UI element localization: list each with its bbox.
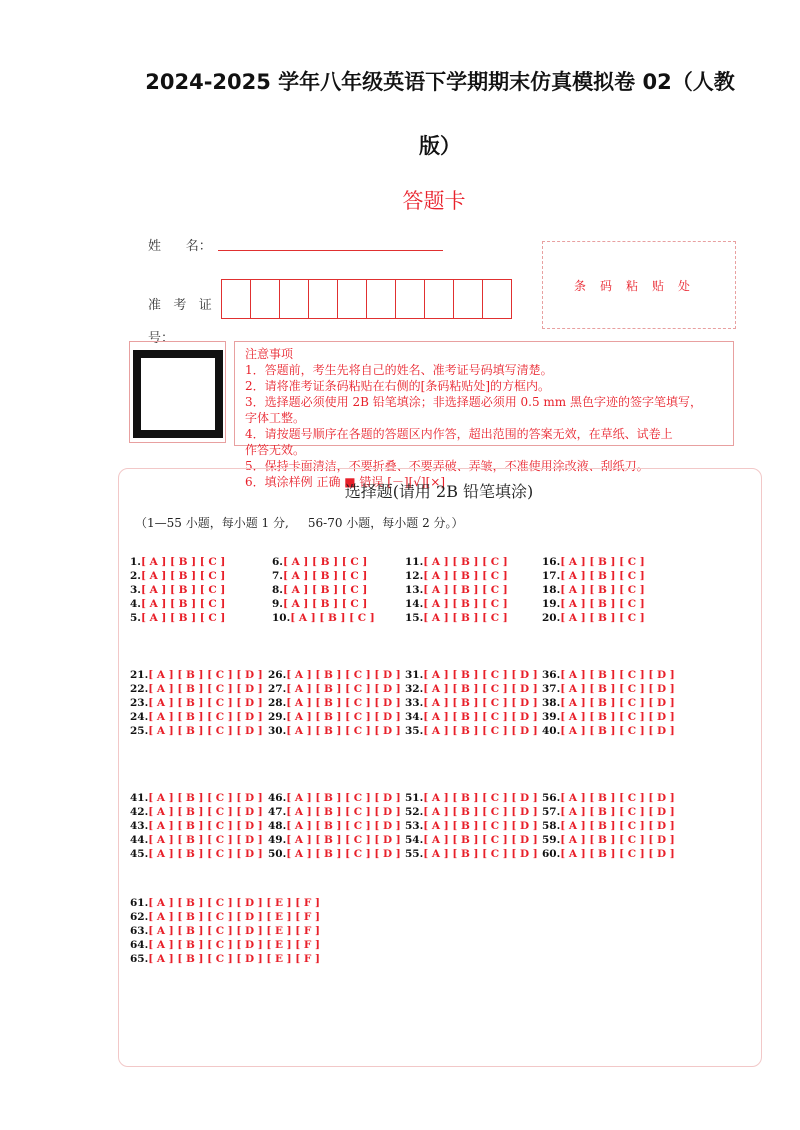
question-number: 16. <box>542 556 561 568</box>
question-number: 21. <box>130 669 149 681</box>
answer-options[interactable]: [ A ] [ B ] [ C ] <box>282 598 368 610</box>
question-number: 10. <box>272 612 291 624</box>
answer-options[interactable]: [ A ] [ B ] [ C ] [ D ] <box>423 820 538 832</box>
question-number: 18. <box>542 584 561 596</box>
question-number: 53. <box>405 820 424 832</box>
question-row[interactable] <box>405 668 538 682</box>
question-number: 20. <box>542 612 561 624</box>
question-number: 3. <box>130 584 141 596</box>
answer-options[interactable]: [ A ] [ B ] [ C ] [ D ] <box>560 792 675 804</box>
question-row[interactable] <box>405 724 538 738</box>
question-row[interactable] <box>130 910 320 924</box>
answer-options[interactable]: [ A ] [ B ] [ C ] [ D ] <box>286 683 401 695</box>
question-column <box>268 791 401 861</box>
question-number: 30. <box>268 725 287 737</box>
question-row[interactable] <box>542 682 675 696</box>
question-row[interactable] <box>542 583 645 597</box>
answer-options[interactable]: [ A ] [ B ] [ C ] <box>282 584 368 596</box>
question-number: 52. <box>405 806 424 818</box>
question-number: 28. <box>268 697 287 709</box>
answer-options[interactable]: [ A ] [ B ] [ C ] [ D ] <box>423 848 538 860</box>
question-number: 11. <box>405 556 424 568</box>
notice-item: 5．保持卡面清洁，不要折叠、不要弄破、弄皱，不准使用涂改液、刮纸刀。 <box>245 459 649 473</box>
question-column <box>405 668 538 738</box>
question-number: 64. <box>130 939 149 951</box>
question-column <box>130 896 320 966</box>
marker-square-icon <box>133 350 223 438</box>
question-column <box>130 791 263 861</box>
question-number: 4. <box>130 598 141 610</box>
answer-options[interactable]: [ A ] [ B ] [ C ] <box>560 612 645 624</box>
exam-id-label-suffix: 号： <box>148 331 175 346</box>
question-row[interactable] <box>542 819 675 833</box>
question-number: 23. <box>130 697 149 709</box>
question-number: 6. <box>272 556 283 568</box>
question-number: 24. <box>130 711 149 723</box>
answer-options[interactable]: [ A ] [ B ] [ C ] [ D ] [ E ] [ F ] <box>148 911 320 923</box>
question-row[interactable] <box>130 682 263 696</box>
question-number: 13. <box>405 584 424 596</box>
question-row[interactable] <box>542 805 675 819</box>
answer-options[interactable]: [ A ] [ B ] [ C ] <box>282 556 368 568</box>
question-column <box>542 791 675 861</box>
answer-options[interactable]: [ A ] [ B ] [ C ] [ D ] <box>286 792 401 804</box>
question-column <box>405 791 538 861</box>
question-row[interactable] <box>542 791 675 805</box>
question-number: 59. <box>542 834 561 846</box>
question-row[interactable] <box>268 724 401 738</box>
question-row[interactable] <box>268 791 401 805</box>
answer-options[interactable]: [ A ] [ B ] [ C ] <box>423 584 508 596</box>
question-row[interactable] <box>268 696 401 710</box>
exam-id-digit-box[interactable] <box>279 279 309 319</box>
question-number: 19. <box>542 598 561 610</box>
notice-item: 4．请按题号顺序在各题的答题区内作答，超出范围的答案无效，在草纸、试卷上 <box>245 427 673 441</box>
question-number: 43. <box>130 820 149 832</box>
question-row[interactable] <box>268 847 401 861</box>
question-row[interactable] <box>130 597 225 611</box>
question-row[interactable] <box>130 611 225 625</box>
question-row[interactable] <box>272 569 375 583</box>
exam-id-boxes[interactable] <box>222 279 512 319</box>
question-number: 22. <box>130 683 149 695</box>
question-number: 9. <box>272 598 283 610</box>
question-number: 60. <box>542 848 561 860</box>
answer-options[interactable]: [ A ] [ B ] [ C ] [ D ] <box>148 834 263 846</box>
answer-options[interactable]: [ A ] [ B ] [ C ] [ D ] <box>148 725 263 737</box>
answer-options[interactable]: [ A ] [ B ] [ C ] [ D ] [ E ] [ F ] <box>148 953 320 965</box>
question-row[interactable] <box>268 710 401 724</box>
question-row[interactable] <box>130 847 263 861</box>
answer-options[interactable]: [ A ] [ B ] [ C ] <box>140 584 226 596</box>
exam-id-label: 准 考 证 <box>148 298 212 313</box>
answer-options[interactable]: [ A ] [ B ] [ C ] <box>560 570 645 582</box>
answer-options[interactable]: [ A ] [ B ] [ C ] <box>290 612 375 624</box>
question-row[interactable] <box>268 668 401 682</box>
question-number: 62. <box>130 911 149 923</box>
answer-options[interactable]: [ A ] [ B ] [ C ] <box>560 556 645 568</box>
exam-id-digit-box[interactable] <box>250 279 280 319</box>
question-number: 36. <box>542 669 561 681</box>
question-row[interactable] <box>272 611 375 625</box>
answer-options[interactable]: [ A ] [ B ] [ C ] [ D ] <box>148 669 263 681</box>
question-number: 48. <box>268 820 287 832</box>
notice-item: 2．请将准考证条码粘贴在右侧的[条码粘贴处]的方框内。 <box>245 379 551 393</box>
question-row[interactable] <box>405 597 508 611</box>
question-row[interactable] <box>542 597 645 611</box>
name-field[interactable] <box>218 250 443 251</box>
question-number: 27. <box>268 683 287 695</box>
question-number: 49. <box>268 834 287 846</box>
question-number: 57. <box>542 806 561 818</box>
question-row[interactable] <box>272 583 375 597</box>
answer-options[interactable]: [ A ] [ B ] [ C ] [ D ] <box>148 711 263 723</box>
question-number: 37. <box>542 683 561 695</box>
answer-options[interactable]: [ A ] [ B ] [ C ] <box>423 556 508 568</box>
notice-item: 6．填涂样例 正确 ■ 错误 [－][√][×] <box>245 475 446 489</box>
answer-card-title: 答题卡 <box>402 189 466 213</box>
question-row[interactable] <box>130 555 225 569</box>
question-number: 17. <box>542 570 561 582</box>
question-row[interactable] <box>130 938 320 952</box>
question-row[interactable] <box>272 597 375 611</box>
exam-id-digit-box[interactable] <box>395 279 425 319</box>
answer-options[interactable]: [ A ] [ B ] [ C ] [ D ] <box>423 683 538 695</box>
answer-options[interactable]: [ A ] [ B ] [ C ] [ D ] <box>286 725 401 737</box>
answer-options[interactable]: [ A ] [ B ] [ C ] <box>560 584 645 596</box>
answer-options[interactable]: [ A ] [ B ] [ C ] [ D ] <box>148 820 263 832</box>
question-row[interactable] <box>542 710 675 724</box>
question-row[interactable] <box>542 696 675 710</box>
question-column <box>130 555 225 625</box>
question-row[interactable] <box>405 682 538 696</box>
question-row[interactable] <box>405 805 538 819</box>
exam-id-digit-box[interactable] <box>366 279 396 319</box>
question-row[interactable] <box>130 805 263 819</box>
answer-options[interactable]: [ A ] [ B ] [ C ] [ D ] <box>560 711 675 723</box>
question-row[interactable] <box>268 682 401 696</box>
answer-options[interactable]: [ A ] [ B ] [ C ] <box>282 570 368 582</box>
question-number: 45. <box>130 848 149 860</box>
question-row[interactable] <box>405 791 538 805</box>
notice-item: 字体工整。 <box>245 411 306 425</box>
answer-options[interactable]: [ A ] [ B ] [ C ] [ D ] <box>148 792 263 804</box>
scoring-note: （1—55 小题，每小题 1 分, 56-70 小题，每小题 2 分。） <box>135 516 464 530</box>
answer-options[interactable]: [ A ] [ B ] [ C ] <box>140 556 226 568</box>
question-number: 61. <box>130 897 149 909</box>
question-row[interactable] <box>542 555 645 569</box>
answer-options[interactable]: [ A ] [ B ] [ C ] [ D ] <box>148 806 263 818</box>
question-column <box>542 555 645 625</box>
question-number: 47. <box>268 806 287 818</box>
question-row[interactable] <box>130 668 263 682</box>
question-row[interactable] <box>130 952 320 966</box>
question-number: 38. <box>542 697 561 709</box>
question-number: 1. <box>130 556 141 568</box>
question-row[interactable] <box>405 847 538 861</box>
question-number: 42. <box>130 806 149 818</box>
question-number: 25. <box>130 725 149 737</box>
answer-options[interactable]: [ A ] [ B ] [ C ] [ D ] <box>423 834 538 846</box>
answer-options[interactable]: [ A ] [ B ] [ C ] <box>423 598 508 610</box>
question-number: 39. <box>542 711 561 723</box>
answer-options[interactable]: [ A ] [ B ] [ C ] [ D ] <box>286 834 401 846</box>
question-row[interactable] <box>130 819 263 833</box>
question-row[interactable] <box>130 924 320 938</box>
question-number: 65. <box>130 953 149 965</box>
question-number: 54. <box>405 834 424 846</box>
exam-title-line1: 2024-2025 学年八年级英语下学期期末仿真模拟卷 02（人教 <box>145 70 735 94</box>
question-number: 41. <box>130 792 149 804</box>
barcode-label: 条码粘贴处 <box>573 278 704 293</box>
question-row[interactable] <box>130 791 263 805</box>
exam-id-digit-box[interactable] <box>482 279 512 319</box>
question-row[interactable] <box>405 696 538 710</box>
question-row[interactable] <box>268 833 401 847</box>
question-column <box>542 668 675 738</box>
question-number: 7. <box>272 570 283 582</box>
question-number: 33. <box>405 697 424 709</box>
answer-options[interactable]: [ A ] [ B ] [ C ] [ D ] <box>560 683 675 695</box>
answer-options[interactable]: [ A ] [ B ] [ C ] [ D ] [ E ] [ F ] <box>148 897 320 909</box>
question-row[interactable] <box>405 819 538 833</box>
question-number: 58. <box>542 820 561 832</box>
question-row[interactable] <box>405 569 508 583</box>
notice-heading: 注意事项 <box>245 347 294 361</box>
question-row[interactable] <box>405 555 508 569</box>
question-number: 15. <box>405 612 424 624</box>
answer-options[interactable]: [ A ] [ B ] [ C ] [ D ] <box>423 725 538 737</box>
answer-options[interactable]: [ A ] [ B ] [ C ] [ D ] <box>560 848 675 860</box>
name-label: 姓 名： <box>148 239 212 254</box>
question-row[interactable] <box>268 819 401 833</box>
question-row[interactable] <box>130 833 263 847</box>
question-row[interactable] <box>405 833 538 847</box>
question-number: 35. <box>405 725 424 737</box>
answer-options[interactable]: [ A ] [ B ] [ C ] [ D ] <box>560 725 675 737</box>
exam-id-digit-box[interactable] <box>453 279 483 319</box>
answer-options[interactable]: [ A ] [ B ] [ C ] <box>140 570 226 582</box>
question-number: 29. <box>268 711 287 723</box>
exam-id-digit-box[interactable] <box>424 279 454 319</box>
answer-options[interactable]: [ A ] [ B ] [ C ] <box>140 612 226 624</box>
exam-title-line2: 版） <box>419 134 461 158</box>
question-number: 50. <box>268 848 287 860</box>
question-row[interactable] <box>130 724 263 738</box>
answer-options[interactable]: [ A ] [ B ] [ C ] [ D ] <box>560 697 675 709</box>
question-row[interactable] <box>130 710 263 724</box>
question-number: 46. <box>268 792 287 804</box>
question-number: 12. <box>405 570 424 582</box>
question-number: 40. <box>542 725 561 737</box>
answer-options[interactable]: [ A ] [ B ] [ C ] <box>140 598 226 610</box>
question-row[interactable] <box>542 833 675 847</box>
answer-options[interactable]: [ A ] [ B ] [ C ] [ D ] <box>286 711 401 723</box>
answer-options[interactable]: [ A ] [ B ] [ C ] [ D ] <box>423 697 538 709</box>
question-number: 51. <box>405 792 424 804</box>
answer-options[interactable]: [ A ] [ B ] [ C ] [ D ] <box>148 848 263 860</box>
answer-options[interactable]: [ A ] [ B ] [ C ] <box>423 612 508 624</box>
question-number: 26. <box>268 669 287 681</box>
answer-options[interactable]: [ A ] [ B ] [ C ] [ D ] <box>423 806 538 818</box>
question-number: 2. <box>130 570 141 582</box>
question-row[interactable] <box>405 583 508 597</box>
answer-options[interactable]: [ A ] [ B ] [ C ] [ D ] <box>423 669 538 681</box>
question-row[interactable] <box>130 569 225 583</box>
question-number: 34. <box>405 711 424 723</box>
notice-item: 作答无效。 <box>245 443 306 457</box>
question-column <box>130 668 263 738</box>
answer-options[interactable]: [ A ] [ B ] [ C ] [ D ] <box>148 697 263 709</box>
answer-options[interactable]: [ A ] [ B ] [ C ] [ D ] <box>560 669 675 681</box>
notice-item: 3．选择题必须使用 2B 铅笔填涂；非选择题必须用 0.5 mm 黑色字迹的签字笔填写， <box>245 395 703 409</box>
question-row[interactable] <box>405 710 538 724</box>
section-title: 选择题(请用 2B 铅笔填涂) <box>344 482 534 501</box>
question-number: 63. <box>130 925 149 937</box>
notice-item: 1．答题前，考生先将自己的姓名、准考证号码填写清楚。 <box>245 363 553 377</box>
answer-options[interactable]: [ A ] [ B ] [ C ] [ D ] <box>560 806 675 818</box>
question-row[interactable] <box>542 569 645 583</box>
answer-options[interactable]: [ A ] [ B ] [ C ] [ D ] <box>148 683 263 695</box>
question-row[interactable] <box>405 611 508 625</box>
question-column <box>272 555 375 625</box>
exam-id-digit-box[interactable] <box>308 279 338 319</box>
question-row[interactable] <box>130 896 320 910</box>
answer-options[interactable]: [ A ] [ B ] [ C ] [ D ] <box>560 820 675 832</box>
question-column <box>268 668 401 738</box>
answer-options[interactable]: [ A ] [ B ] [ C ] [ D ] <box>286 848 401 860</box>
question-number: 8. <box>272 584 283 596</box>
answer-options[interactable]: [ A ] [ B ] [ C ] <box>560 598 645 610</box>
answer-options[interactable]: [ A ] [ B ] [ C ] [ D ] <box>286 820 401 832</box>
answer-options[interactable]: [ A ] [ B ] [ C ] [ D ] <box>286 806 401 818</box>
answer-options[interactable]: [ A ] [ B ] [ C ] [ D ] <box>286 697 401 709</box>
question-row[interactable] <box>542 724 675 738</box>
answer-options[interactable]: [ A ] [ B ] [ C ] [ D ] [ E ] [ F ] <box>148 925 320 937</box>
question-row[interactable] <box>272 555 375 569</box>
answer-options[interactable]: [ A ] [ B ] [ C ] [ D ] <box>423 792 538 804</box>
question-column <box>405 555 508 625</box>
exam-id-digit-box[interactable] <box>337 279 367 319</box>
question-row[interactable] <box>542 847 675 861</box>
question-number: 56. <box>542 792 561 804</box>
answer-options[interactable]: [ A ] [ B ] [ C ] [ D ] <box>423 711 538 723</box>
answer-options[interactable]: [ A ] [ B ] [ C ] [ D ] <box>560 834 675 846</box>
question-row[interactable] <box>268 805 401 819</box>
answer-options[interactable]: [ A ] [ B ] [ C ] <box>423 570 508 582</box>
question-number: 44. <box>130 834 149 846</box>
question-number: 32. <box>405 683 424 695</box>
barcode-area <box>542 241 736 329</box>
question-row[interactable] <box>130 583 225 597</box>
question-number: 14. <box>405 598 424 610</box>
question-row[interactable] <box>542 611 645 625</box>
question-row[interactable] <box>130 696 263 710</box>
question-row[interactable] <box>542 668 675 682</box>
answer-options[interactable]: [ A ] [ B ] [ C ] [ D ] <box>286 669 401 681</box>
exam-id-digit-box[interactable] <box>221 279 251 319</box>
answer-options[interactable]: [ A ] [ B ] [ C ] [ D ] [ E ] [ F ] <box>148 939 320 951</box>
question-number: 55. <box>405 848 424 860</box>
question-number: 31. <box>405 669 424 681</box>
question-number: 5. <box>130 612 141 624</box>
